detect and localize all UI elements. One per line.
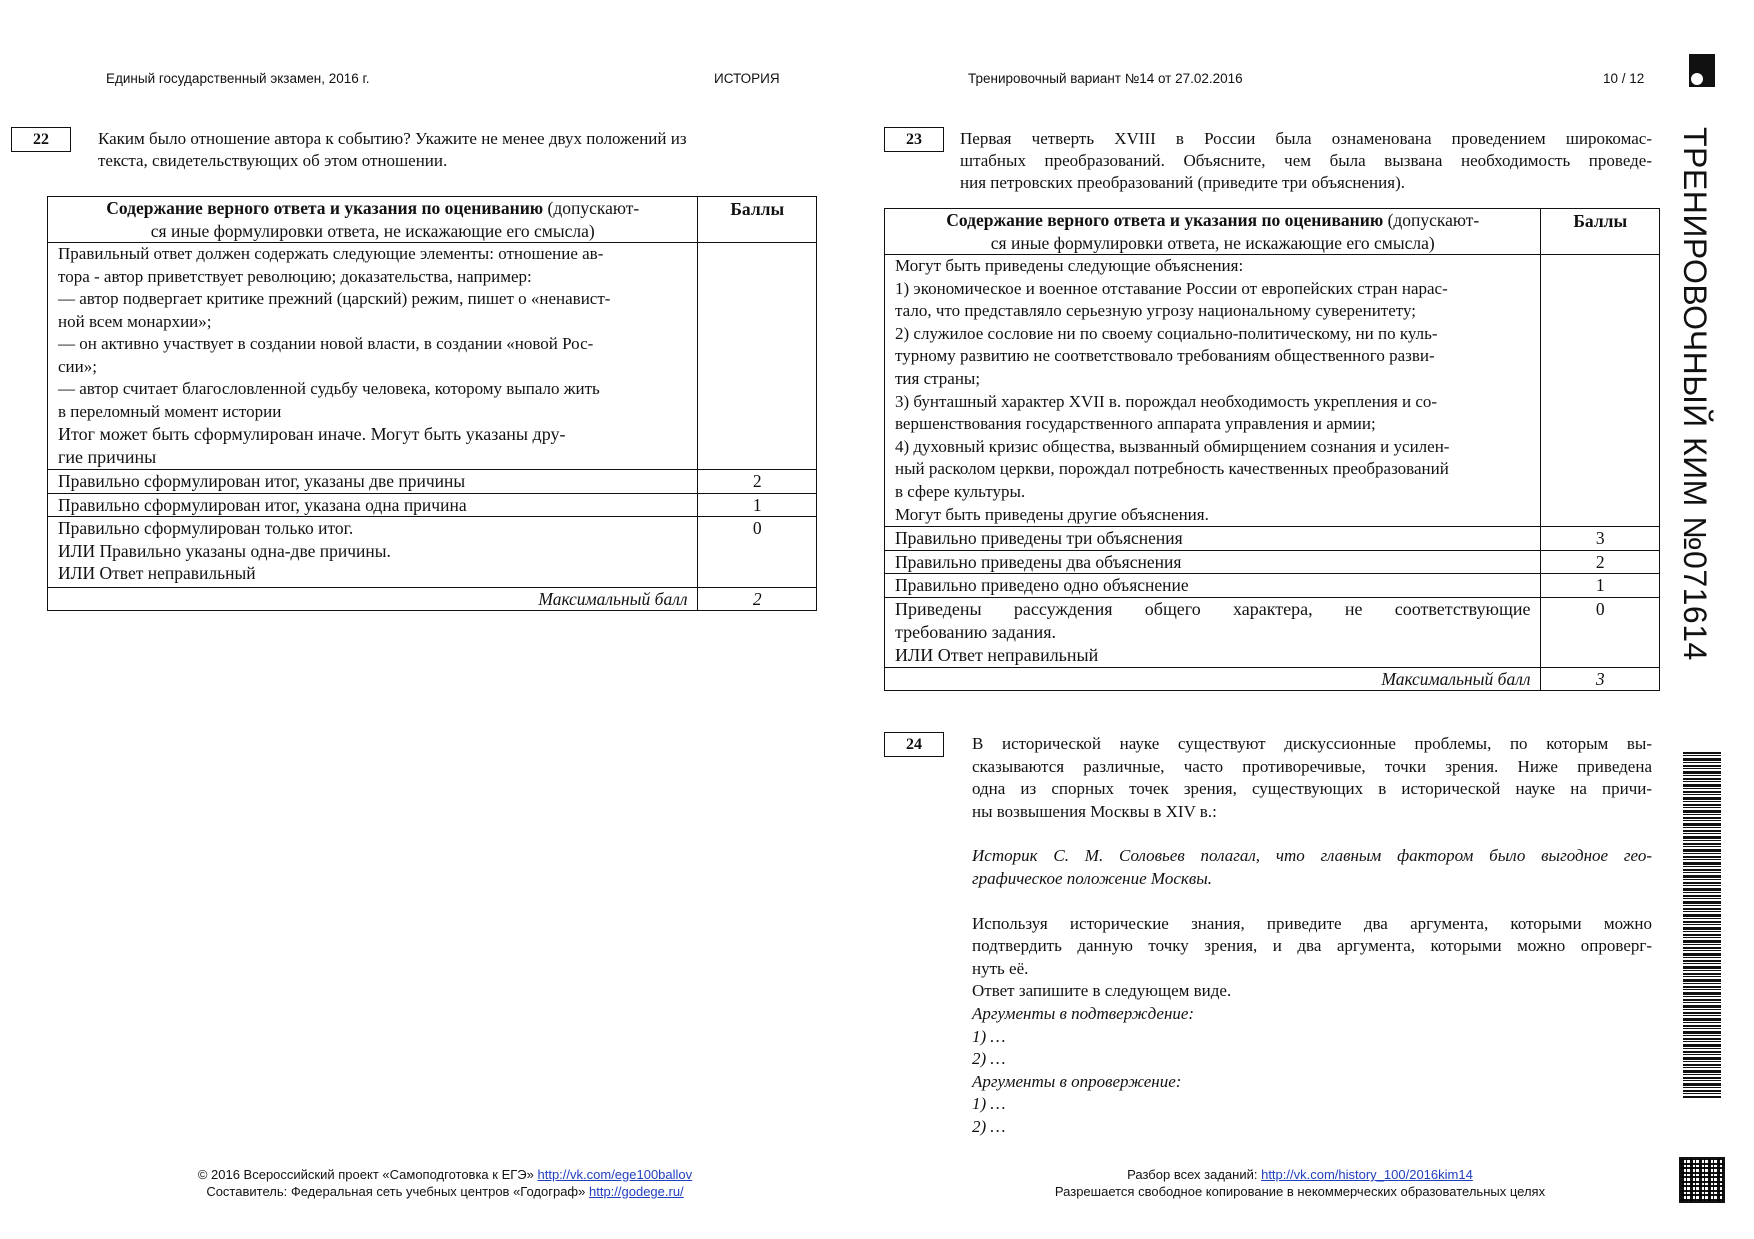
- footer-right: Разбор всех заданий: http://vk.com/history_100/2016kim14 Разрешается свободное копирование в некоммерческих образовательных целях: [1054, 1167, 1546, 1199]
- table-header-content: Содержание верного ответа и указания по оцениванию (допускают- ся иные формулировки ответа, не искажающие его смысла): [48, 197, 698, 243]
- task22-question: Каким было отношение автора к событию? Укажите не менее двух положений из текста, свидетельствующих об этом отношении.: [98, 129, 687, 170]
- godograf-link[interactable]: http://godege.ru/: [588, 1184, 684, 1199]
- footer-left: © 2016 Всероссийский проект «Самоподготовка к ЕГЭ» http://vk.com/ege100ballov Составитель: Федеральная сеть учебных центров «Годограф» http://godege.ru/: [197, 1167, 693, 1199]
- table-row: Правильно приведено одно объяснение 1: [885, 574, 1660, 598]
- barcode-icon: [1683, 752, 1721, 1098]
- kim-vertical-title: ТРЕНИРОВОЧНЫЙ КИМ №071614: [1677, 127, 1713, 661]
- max-score-row: Максимальный балл 2: [48, 587, 817, 611]
- points-cell: 2: [698, 470, 817, 494]
- points-cell: [1541, 255, 1660, 527]
- task-number-24: 24: [884, 732, 944, 757]
- exam-title: Единый государственный экзамен, 2016 г.: [106, 71, 370, 86]
- max-score-row: Максимальный балл 3: [885, 667, 1660, 691]
- task22-grading-table: [47, 196, 817, 611]
- task24-body: В исторической науке существуют дискуссионные проблемы, по которым вы- сказываются различные, часто противоречивые, точки зрения. Ниже приведена одна из спорных точек зрения, существующих в исторической науке на причи- ны возвышения Москвы в XIV в.: Историк С. М. Соловьев полагал, что главным фактором было выгодное гео- графическое положение Москвы. Используя исторические знания, приведите два аргумента, которыми можно подтвердить данную точку зрения, и два аргумента, которыми можно опроверг- нуть её. Ответ запишите в следующем виде. Аргументы в подтверждение: 1) … 2) … Аргументы в опровержение: 1) … 2) …: [972, 734, 1652, 1136]
- vk-project-link[interactable]: http://vk.com/ege100ballov: [537, 1167, 693, 1182]
- task-number-22: 22: [11, 127, 71, 152]
- solutions-link[interactable]: http://vk.com/history_100/2016kim14: [1261, 1167, 1473, 1182]
- table-header-content: Содержание верного ответа и указания по оцениванию (допускают- ся иные формулировки ответа, не искажающие его смысла): [885, 209, 1541, 255]
- page-number: 10 / 12: [1603, 71, 1645, 86]
- table-header-points: Баллы: [698, 197, 817, 243]
- points-cell: 1: [698, 493, 817, 517]
- historian-quote: Историк С. М. Соловьев полагал, что главным фактором было выгодное гео-: [972, 846, 1652, 866]
- task-number-23: 23: [884, 127, 944, 152]
- subject-title: ИСТОРИЯ: [714, 71, 780, 86]
- corner-marker-icon: [1689, 54, 1715, 87]
- points-cell: [698, 243, 817, 470]
- qr-code-icon: [1679, 1157, 1725, 1203]
- variant-title: Тренировочный вариант №14 от 27.02.2016: [968, 71, 1243, 86]
- task23-question: Первая четверть XVIII в России была ознаменована проведением широкомас- штабных преобразований. Объясните, чем была вызвана необходимость проведе- ния петровских преобразований (приведите три объяснения).: [960, 129, 1652, 192]
- points-cell: 0: [1541, 597, 1660, 667]
- answer-content: Могут быть приведены следующие объяснения: 1) экономическое и военное отставание России от европейских стран нарас- тало, что представляло серьезную угрозу национальному суверенитету; 2) служилое сословие ни по своему социально-политическому, ни по куль- турному развитию не соответствовало требованиям общественного разви- тия страны; 3) бунташный характер XVII в. порождал необходимость укрепления и со- вершенствования государственного аппарата управления и армии; 4) духовный кризис общества, вызванный обмирщением сознания и усилен- ный расколом церкви, порождал потребность качественных преобразований в сфере культуры. Могут быть приведены другие объяснения.: [885, 255, 1541, 527]
- task23-grading-table: [884, 208, 1660, 691]
- table-row: Приведены рассуждения общего характера, не соответствующие требованию задания. ИЛИ Ответ неправильный 0: [885, 597, 1660, 667]
- points-cell: 0: [698, 517, 817, 588]
- table-row: Правильно сформулирован итог, указана одна причина 1: [48, 493, 817, 517]
- max-score-value: 3: [1541, 667, 1660, 691]
- table-header-points: Баллы: [1541, 209, 1660, 255]
- max-score-value: 2: [698, 587, 817, 611]
- table-row: Правильно сформулирован только итог. ИЛИ Правильно указаны одна-две причины. ИЛИ Ответ неправильный 0: [48, 517, 817, 588]
- table-row: Правильно сформулирован итог, указаны две причины 2: [48, 470, 817, 494]
- points-cell: 1: [1541, 574, 1660, 598]
- points-cell: 2: [1541, 550, 1660, 574]
- answer-content: Правильный ответ должен содержать следующие элементы: отношение ав- тора - автор приветствует революцию; доказательства, например: — автор подвергает критике прежний (царский) режим, пишет о «ненавист- ной всем монархии»; — он активно участвует в создании новой власти, в создании «новой Рос- сии»; — автор считает благословленной судьбу человека, которому выпало жить в переломный момент истории Итог может быть сформулирован иначе. Могут быть указаны дру- гие причины: [48, 243, 698, 470]
- points-cell: 3: [1541, 527, 1660, 551]
- table-row: Правильно приведены три объяснения 3: [885, 527, 1660, 551]
- table-row: Правильно приведены два объяснения 2: [885, 550, 1660, 574]
